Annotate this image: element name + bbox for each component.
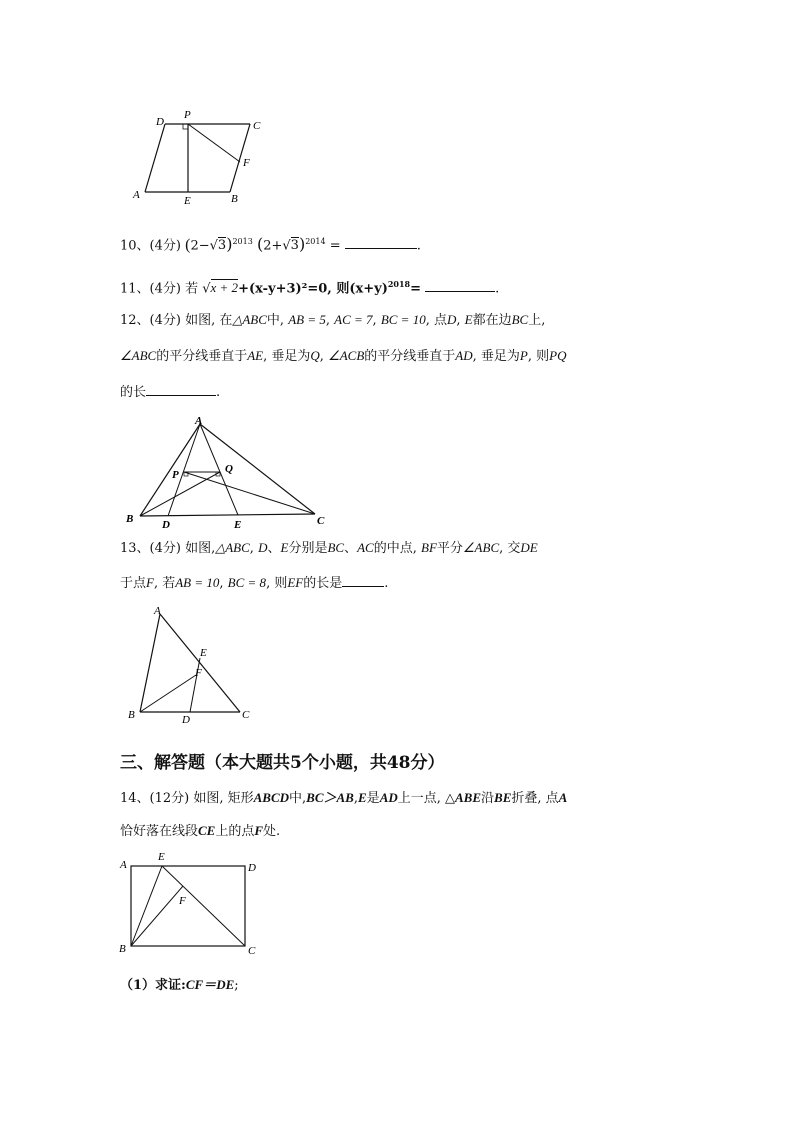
section-heading: 三、解答题（本大题共5个小题，共48分） bbox=[120, 753, 445, 773]
segment-BF bbox=[131, 886, 183, 946]
label-A: A bbox=[133, 189, 140, 201]
question-10: 10、(4分) $(2-√3)^{2013}$ $(2+√3)^{2014}$ = . bbox=[120, 234, 421, 254]
label-Q: Q bbox=[225, 463, 233, 475]
label-B: B bbox=[126, 513, 134, 525]
label-C: C bbox=[242, 709, 250, 721]
triangle-figure-13 bbox=[120, 600, 270, 725]
answer-blank[interactable] bbox=[425, 291, 495, 292]
label-D: D bbox=[182, 714, 190, 725]
label-P: P bbox=[184, 109, 191, 121]
segment-AC bbox=[200, 424, 315, 514]
question-14-sub-1: （1）求证:CF＝DE; bbox=[120, 977, 239, 993]
segment-BQ bbox=[140, 472, 220, 516]
question-13-line-1: 13、(4分) 如图,△ABC, D、E分别是BC、AC的中点, BF平分∠ABC, 交DE bbox=[120, 540, 538, 556]
segment-CP bbox=[184, 472, 315, 514]
label-C: C bbox=[317, 515, 325, 527]
label-A: A bbox=[120, 859, 127, 871]
label-C: C bbox=[253, 120, 261, 132]
segment-EC bbox=[162, 866, 245, 946]
label-F: F bbox=[195, 667, 202, 679]
segment-BF bbox=[140, 675, 196, 712]
label-E: E bbox=[234, 519, 242, 531]
question-13-line-2: 于点F, 若AB = 10, BC = 8, 则EF的长是 . bbox=[120, 575, 389, 591]
label-P: P bbox=[172, 469, 179, 481]
segment-BE bbox=[131, 866, 162, 946]
rectangle-ABCD bbox=[131, 866, 245, 946]
question-11: 11、(4分) 若 √x + 2+(x-y+3)²=0, 则$(x+y)^{2018}=$ . bbox=[120, 279, 500, 297]
segment-AD bbox=[145, 124, 165, 192]
label-B: B bbox=[231, 193, 238, 205]
question-12-line-1: 12、(4分) 如图, 在△ABC中, AB = 5, AC = 7, BC = 10, 点D, E都在边BC上, bbox=[120, 312, 546, 328]
segment-PF bbox=[188, 124, 240, 162]
question-12-line-2: ∠ABC的平分线垂直于AE, 垂足为Q, ∠ACB的平分线垂直于AD, 垂足为P, 则PQ bbox=[120, 348, 567, 364]
label-F: F bbox=[179, 895, 186, 907]
label-D: D bbox=[248, 862, 256, 874]
label-E: E bbox=[158, 851, 165, 863]
answer-blank[interactable] bbox=[146, 395, 216, 396]
label-B: B bbox=[119, 943, 126, 955]
label-A: A bbox=[195, 415, 203, 427]
question-14-line-1: 14、(12分) 如图, 矩形ABCD中,BC＞AB,E是AD上一点, △ABE沿BE折叠, 点A bbox=[120, 790, 568, 806]
answer-blank[interactable] bbox=[342, 586, 384, 587]
question-14-line-2: 恰好落在线段CE上的点F处. bbox=[120, 823, 281, 839]
answer-blank[interactable] bbox=[345, 248, 417, 249]
label-D: D bbox=[156, 116, 164, 128]
label-E: E bbox=[184, 195, 191, 207]
segment-AC bbox=[160, 614, 240, 712]
segment-BC bbox=[140, 514, 315, 516]
question-12-line-3: 的长 . bbox=[120, 385, 221, 400]
parallelogram-figure bbox=[120, 102, 280, 210]
triangle-figure-12 bbox=[120, 412, 340, 532]
label-C: C bbox=[248, 945, 256, 957]
label-D: D bbox=[162, 519, 170, 531]
label-E: E bbox=[200, 647, 207, 659]
segment-AB bbox=[140, 424, 200, 516]
label-F: F bbox=[243, 157, 250, 169]
segment-AB bbox=[140, 614, 160, 712]
label-B: B bbox=[128, 709, 135, 721]
label-A: A bbox=[154, 605, 161, 617]
right-angle-mark bbox=[183, 124, 188, 129]
rectangle-figure-14 bbox=[115, 846, 270, 958]
